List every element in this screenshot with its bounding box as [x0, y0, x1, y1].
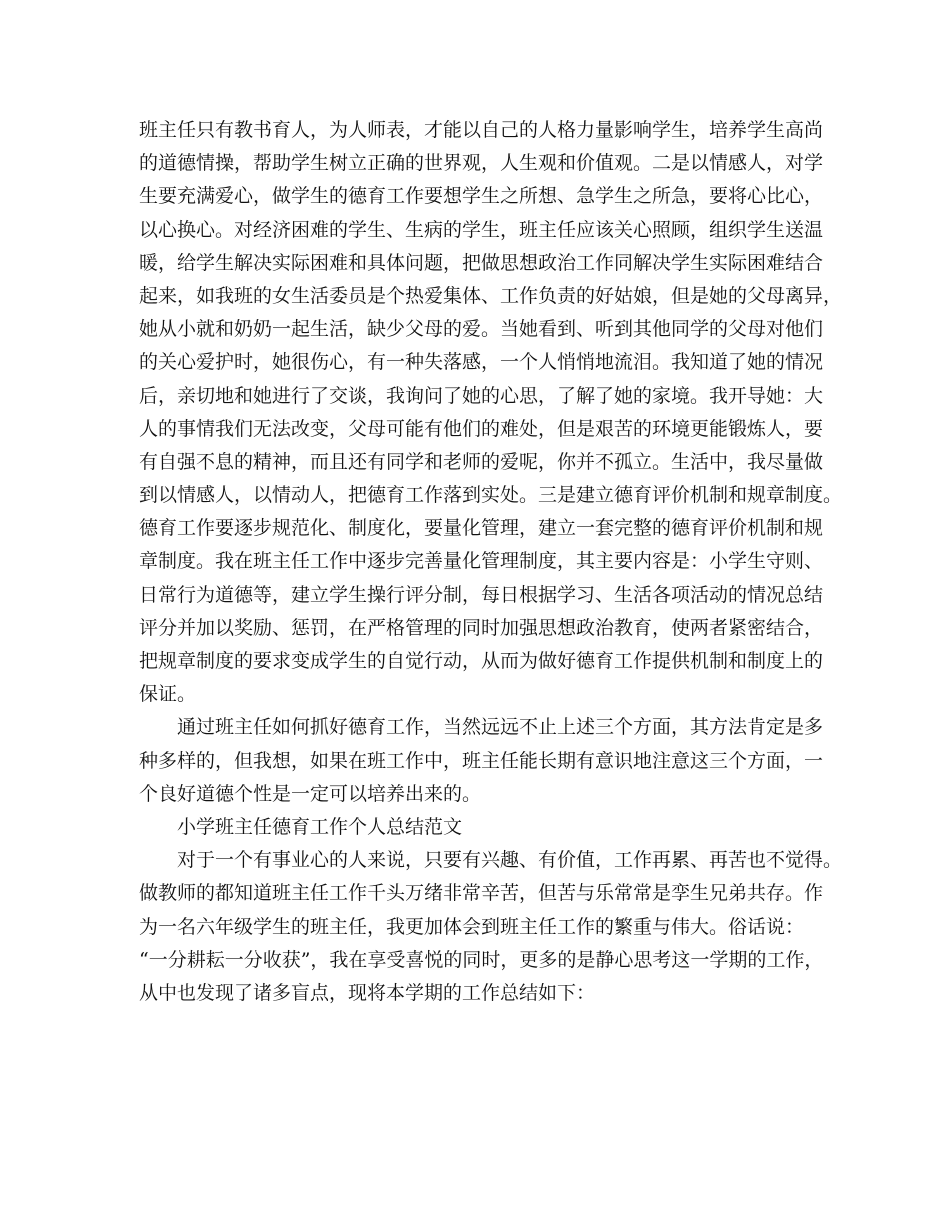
text-line: 种多样的，但我想，如果在班工作中，班主任能长期有意识地注意这三个方面，一 [139, 749, 824, 772]
document-body [139, 114, 843, 1010]
text-line: 通过班主任如何抓好德育工作，当然远远不止上述三个方面，其方法肯定是多 [177, 716, 824, 739]
text-line: 有自强不息的精神，而且还有同学和老师的爱呢，你并不孤立。生活中，我尽量做 [139, 450, 824, 473]
text-line: 的道德情操，帮助学生树立正确的世界观，人生观和价值观。二是以情感人，对学 [139, 152, 824, 175]
text-line: 的关心爱护时，她很伤心，有一种失落感，一个人悄悄地流泪。我知道了她的情况 [139, 351, 824, 374]
text-line: 德育工作要逐步规范化、制度化，要量化管理，建立一套完整的德育评价机制和规 [139, 517, 824, 540]
text-line: 人的事情我们无法改变，父母可能有他们的难处，但是艰苦的环境更能锻炼人，要 [139, 417, 824, 440]
text-line: 后，亲切地和她进行了交谈，我询问了她的心思，了解了她的家境。我开导她：大 [139, 384, 824, 407]
text-line: 日常行为道德等，建立学生操行评分制，每日根据学习、生活各项活动的情况总结 [139, 583, 824, 606]
text-line: 起来，如我班的女生活委员是个热爱集体、工作负责的好姑娘，但是她的父母离异， [139, 284, 843, 307]
text-line: 以心换心。对经济困难的学生、生病的学生，班主任应该关心照顾，组织学生送温 [139, 218, 824, 241]
text-line: 从中也发现了诸多盲点，现将本学期的工作总结如下： [139, 981, 596, 1004]
text-line: 到以情感人，以情动人，把德育工作落到实处。三是建立德育评价机制和规章制度。 [139, 484, 843, 507]
text-line: 评分并加以奖励、惩罚，在严格管理的同时加强思想政治教育，使两者紧密结合， [139, 616, 824, 639]
text-line: 班主任只有教书育人，为人师表，才能以自己的人格力量影响学生，培养学生高尚 [139, 119, 824, 141]
text-line: 保证。 [139, 683, 197, 706]
text-line: 个良好道德个性是一定可以培养出来的。 [139, 782, 482, 805]
text-line: 对于一个有事业心的人来说，只要有兴趣、有价值，工作再累、再苦也不觉得。 [177, 849, 843, 872]
text-line: 把规章制度的要求变成学生的自觉行动，从而为做好德育工作提供机制和制度上的 [139, 650, 824, 672]
text-line: “一分耕耘一分收获”，我在享受喜悦的同时，更多的是静心思考这一学期的工作， [139, 948, 824, 971]
text-line: 她从小就和奶奶一起生活，缺少父母的爱。当她看到、听到其他同学的父母对他们 [139, 318, 824, 341]
text-line: 为一名六年级学生的班主任，我更加体会到班主任工作的繁重与伟大。俗话说： [139, 915, 805, 938]
text-line: 做教师的都知道班主任工作千头万绪非常辛苦，但苦与乐常常是孪生兄弟共存。作 [139, 882, 824, 905]
text-line: 小学班主任德育工作个人总结范文 [177, 815, 463, 838]
text-line: 暖，给学生解决实际困难和具体问题，把做思想政治工作同解决学生实际困难结合 [139, 251, 824, 274]
text-line: 章制度。我在班主任工作中逐步完善量化管理制度，其主要内容是：小学生守则、 [139, 550, 824, 573]
text-line: 生要充满爱心，做学生的德育工作要想学生之所想、急学生之所急，要将心比心， [139, 185, 824, 208]
